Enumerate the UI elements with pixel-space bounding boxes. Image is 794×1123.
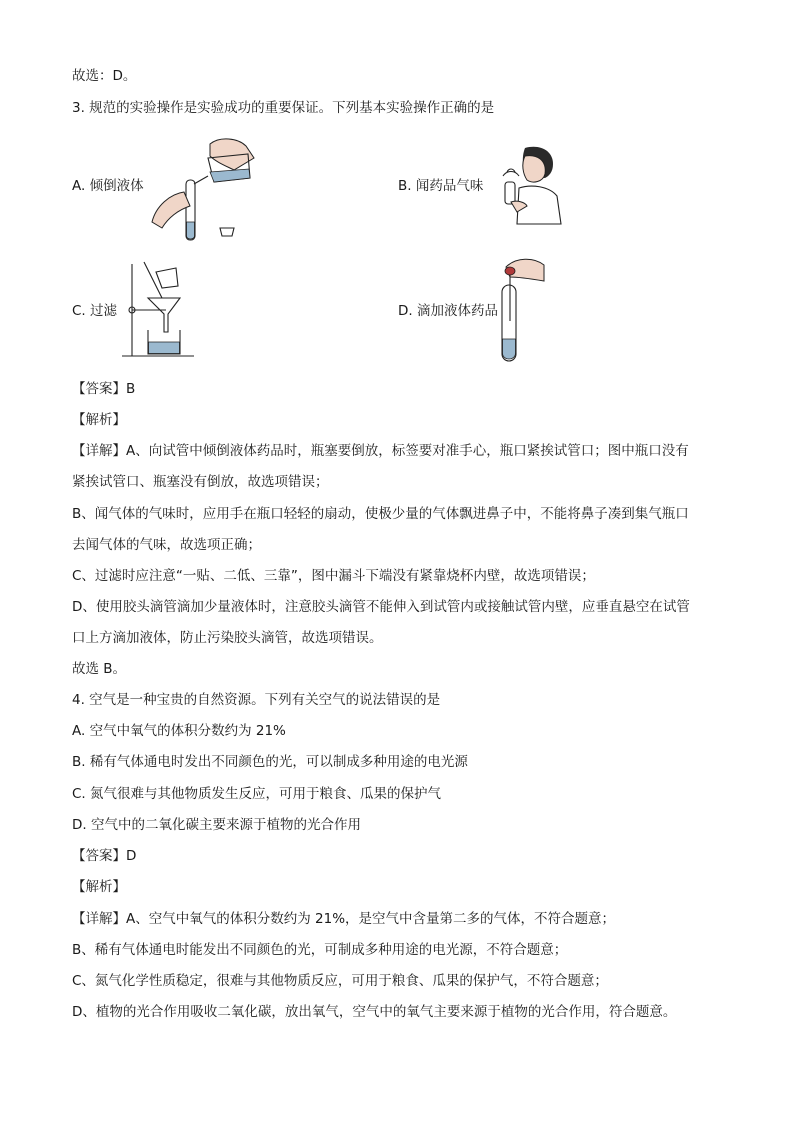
text-line: B、闻气体的气味时，应用手在瓶口轻轻的扇动，使极少量的气体飘进鼻子中，不能将鼻子凑到集气瓶口 [72,506,689,522]
analysis-label: 【解析】 [72,412,126,428]
text-line: 紧挨试管口、瓶塞没有倒放，故选项错误； [72,474,329,490]
text-line: 故选 B。 [72,661,127,677]
option-c-label: C. 过滤 [72,303,118,319]
text-line: 口上方滴加液体，防止污染胶头滴管，故选项错误。 [72,630,383,646]
option-d-label: D. 滴加液体药品 [398,303,498,319]
text-line: B、稀有气体通电时能发出不同颜色的光，可制成多种用途的电光源，不符合题意； [72,942,568,958]
text-line: 【详解】A、空气中氧气的体积分数约为 21%，是空气中含量第二多的气体，不符合题意； [72,911,616,927]
option-a-label: A. 倾倒液体 [72,178,144,194]
answer-label: 【答案】D [72,848,137,864]
option-c: C. 氮气很难与其他物质发生反应，可用于粮食、瓜果的保护气 [72,786,442,802]
pouring-liquid-figure [150,136,260,244]
option-d: D. 空气中的二氧化碳主要来源于植物的光合作用 [72,817,361,833]
text-line: 【详解】A、向试管中倾倒液体药品时，瓶塞要倒放，标签要对准手心，瓶口紧挨试管口；图中瓶口没有 [72,443,689,459]
option-a: A. 空气中氧气的体积分数约为 21% [72,723,286,739]
option-b: B. 稀有气体通电时发出不同颜色的光，可以制成多种用途的电光源 [72,754,468,770]
text-line: D、植物的光合作用吸收二氧化碳，放出氧气，空气中的氧气主要来源于植物的光合作用，符合题意。 [72,1004,677,1020]
text-line: D、使用胶头滴管滴加少量液体时，注意胶头滴管不能伸入到试管内或接触试管内壁，应垂直悬空在试管 [72,599,690,615]
option-b-label: B. 闻药品气味 [398,178,484,194]
analysis-label: 【解析】 [72,879,126,895]
filtration-figure [118,258,198,362]
smelling-odor-figure [497,144,565,226]
text-line: C、过滤时应注意“一贴、二低、三靠”，图中漏斗下端没有紧靠烧杯内壁，故选项错误； [72,568,595,584]
question-4-stem: 4. 空气是一种宝贵的自然资源。下列有关空气的说法错误的是 [72,692,441,708]
text-line: C、氮气化学性质稳定，很难与其他物质反应，可用于粮食、瓜果的保护气，不符合题意； [72,973,608,989]
answer-label: 【答案】B [72,381,136,397]
text-line: 故选：D。 [72,68,137,84]
dropper-figure [498,255,548,365]
text-line: 去闻气体的气味，故选项正确； [72,537,261,553]
question-3-stem: 3. 规范的实验操作是实验成功的重要保证。下列基本实验操作正确的是 [72,100,495,116]
